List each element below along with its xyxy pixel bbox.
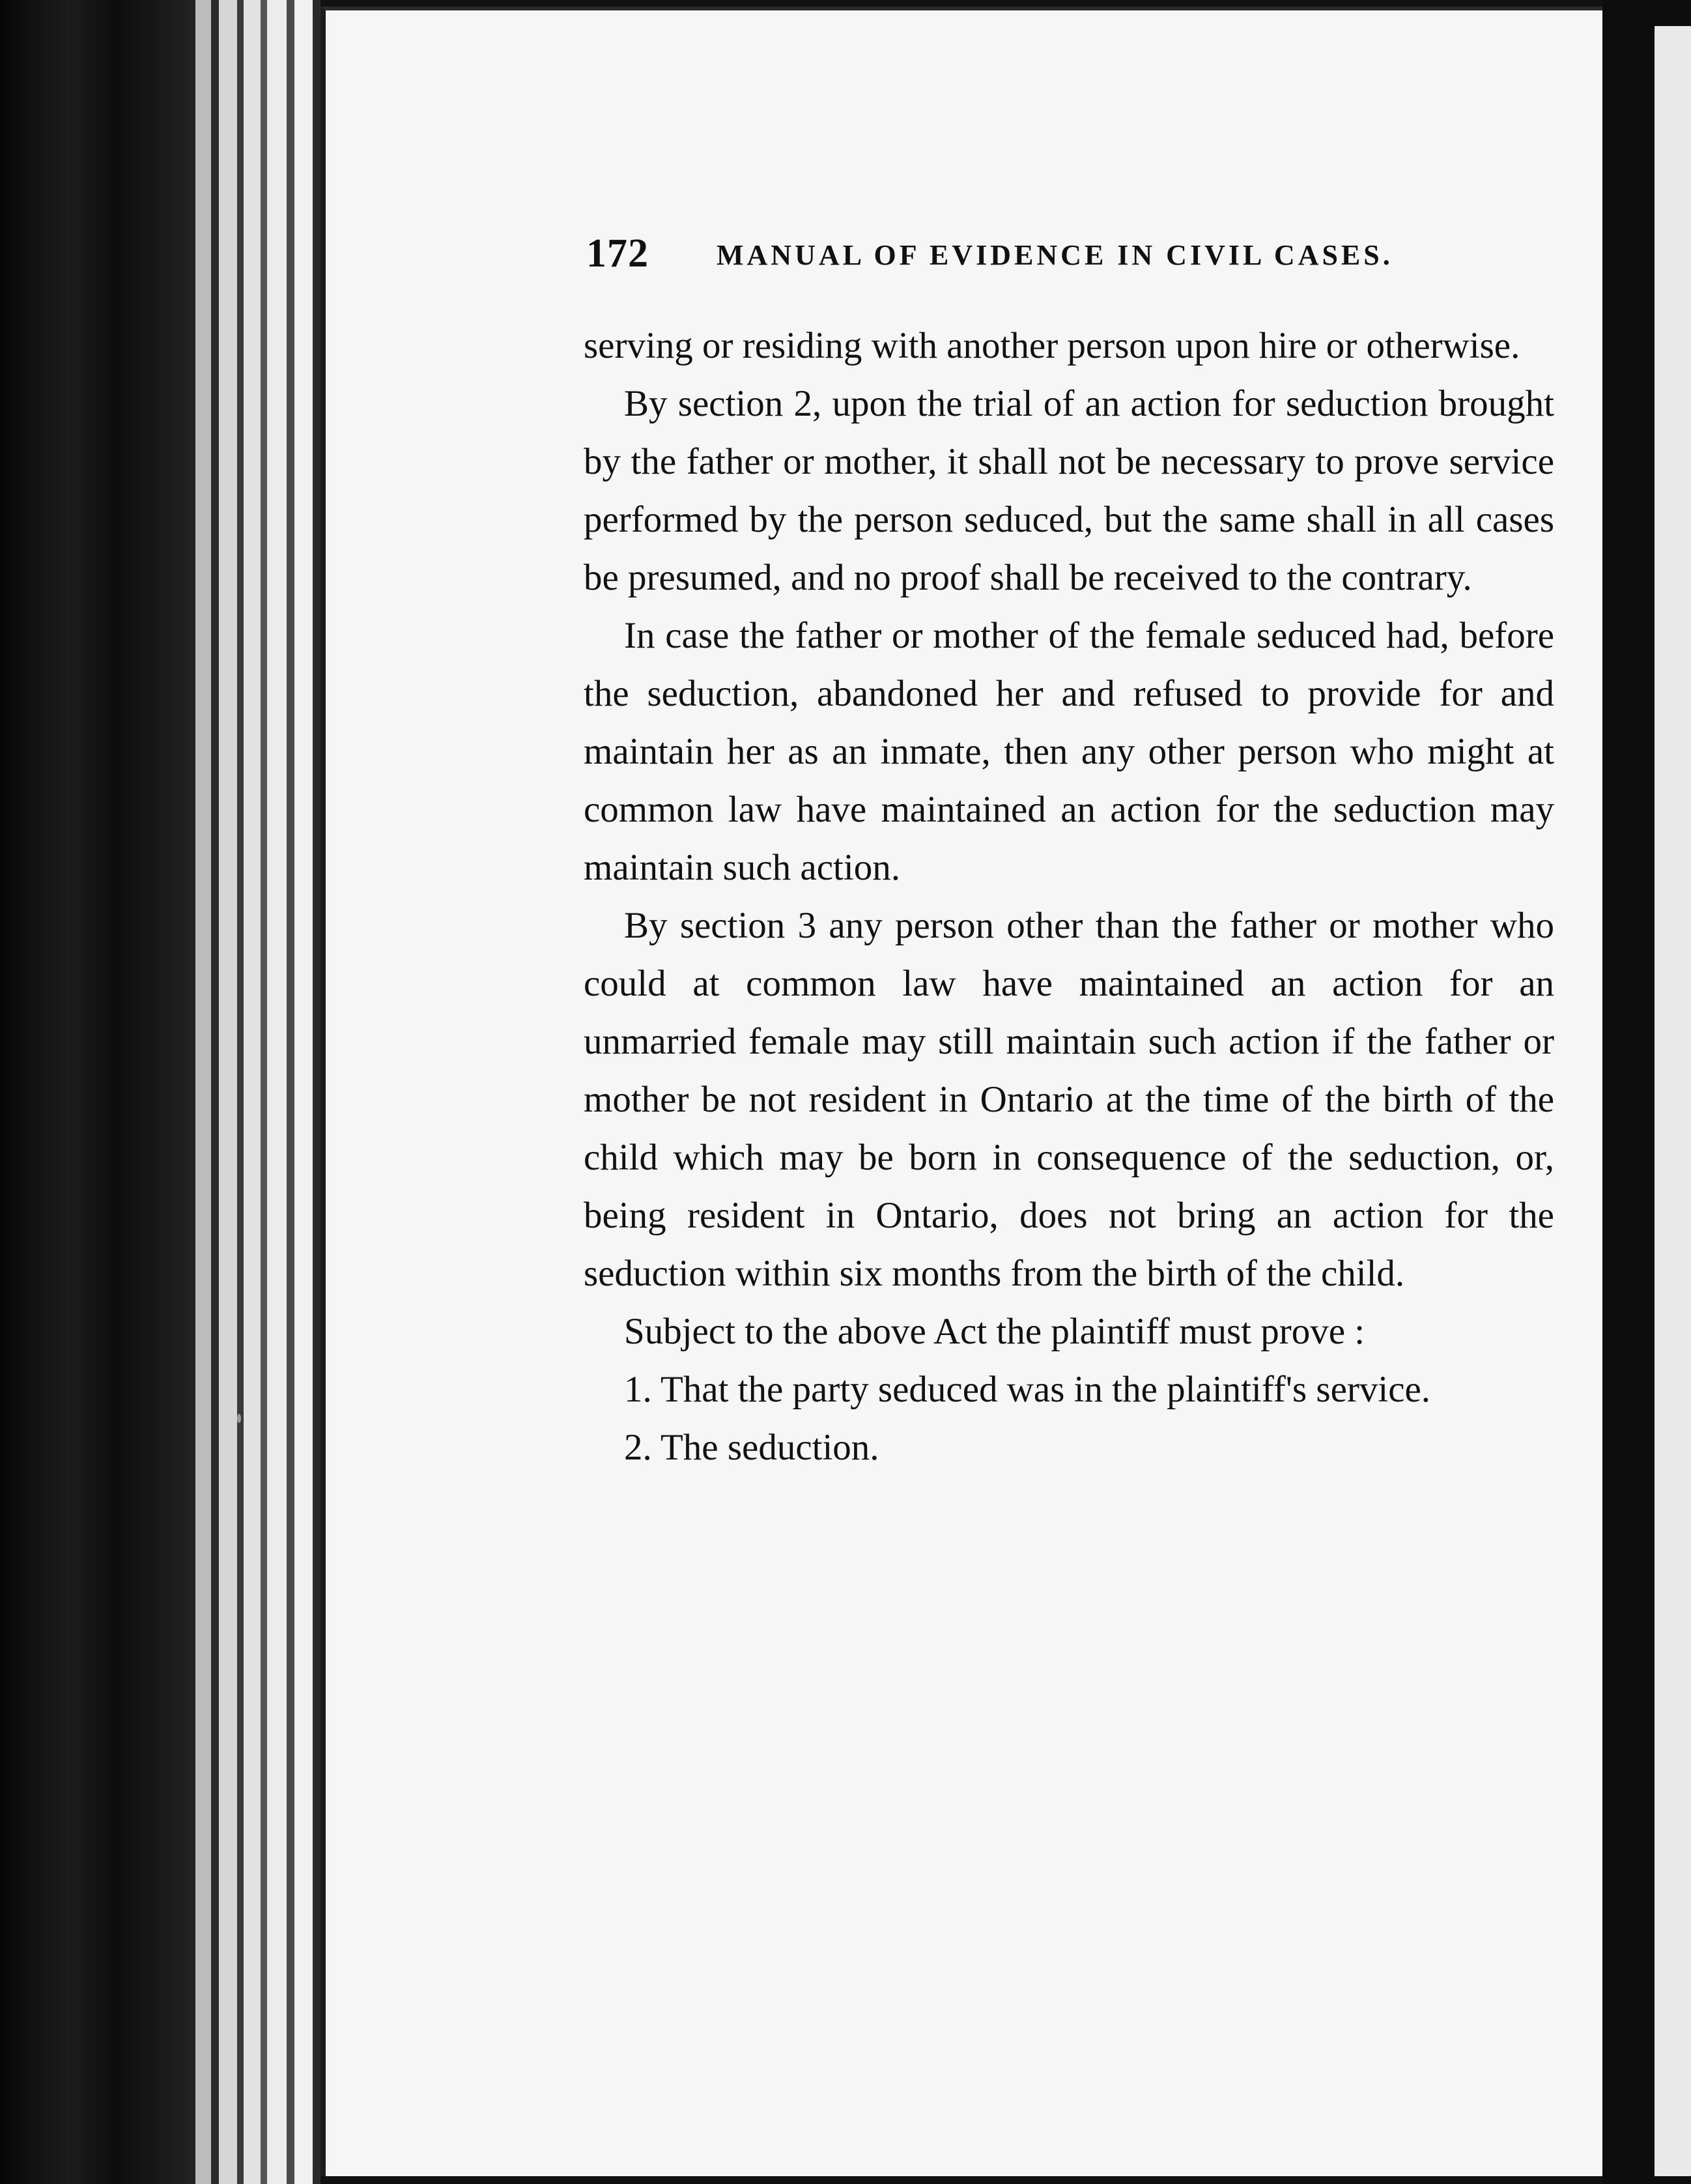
page-header	[586, 231, 1563, 289]
list-item-1: 1. That the party seduced was in the plaintiff's service.	[624, 1369, 1431, 1410]
page-edge-strip	[237, 0, 244, 2184]
page-edge-strip	[294, 0, 313, 2184]
page-edge-strip	[195, 0, 211, 2184]
page-edge-strip	[287, 0, 294, 2184]
paragraph-abandonment: In case the father or mother of the female seduced had, before the seduction, abandoned her and refused to provide for and maintain her as an inmate, then any other person who might at common law have maintained an action for the seduction may maintain such action.	[584, 615, 1554, 888]
page-edge-strip	[261, 0, 267, 2184]
list-item-2: 2. The seduction.	[624, 1427, 879, 1468]
page-edge-strip	[244, 0, 261, 2184]
page-edge-strip	[267, 0, 287, 2184]
facing-page-sliver	[1655, 26, 1691, 2176]
speck	[237, 1414, 241, 1423]
paragraph-section-3: By section 3 any person other than the father or mother who could at common law have maintained an action for an unmarried female may still maintain such action if the father or mother be not resident in Ontario at the time of the birth of the child which may be born in consequence of the seduction, or, being resident in Ontario, does not bring an action for the seduction within six months from the birth of the child.	[584, 905, 1554, 1294]
paragraph-section-2: By section 2, upon the trial of an action for seduction brought by the father or mother, it shall not be necessary to prove service performed by the person seduced, but the same shall in all cases be presumed, and no proof shall be received to the contrary.	[584, 383, 1554, 598]
page-number: 172	[586, 231, 649, 276]
page-edge-strip	[313, 0, 320, 2184]
paragraph-subject-to: Subject to the above Act the plaintiff must prove :	[624, 1311, 1365, 1352]
page-edge-strip	[211, 0, 219, 2184]
running-head: MANUAL OF EVIDENCE IN CIVIL CASES.	[717, 239, 1393, 271]
body-text	[584, 317, 1554, 1476]
page-edge-strip	[219, 0, 237, 2184]
binding-edge	[0, 0, 195, 2184]
book-page	[320, 7, 1602, 2176]
paragraph-continuation: serving or residing with another person upon hire or otherwise.	[584, 325, 1520, 366]
